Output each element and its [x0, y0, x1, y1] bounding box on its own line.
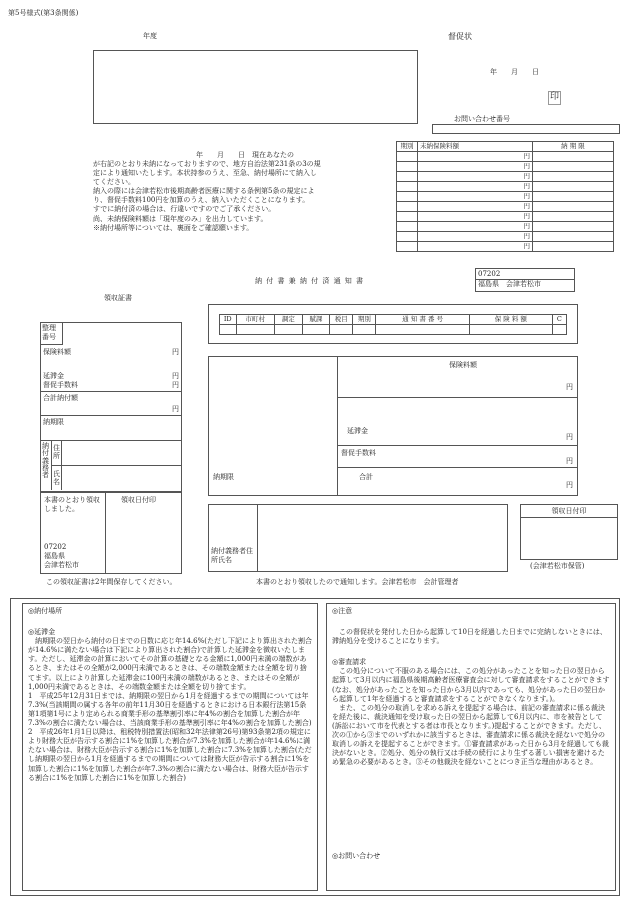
- period-cell: [397, 232, 418, 242]
- notice-line: てください。: [93, 178, 135, 187]
- notice-line: り、督促手数料100円を加算のうえ、納入いただくことになります。: [93, 196, 310, 205]
- payer-info-box: [208, 504, 508, 572]
- receipt-statement: 本書のとおり領収しました。: [44, 496, 100, 514]
- receipt-dun-fee-label: 督促手数料: [43, 381, 78, 389]
- due-date-cell: [533, 232, 614, 242]
- notice-line: 納入の際には会津若松市後期高齢者医療に関する条例第5条の規定によ: [93, 187, 315, 196]
- unpaid-amount-cell: 円: [418, 172, 533, 182]
- unpaid-row: [397, 232, 614, 242]
- unpaid-amount-cell: 円: [418, 182, 533, 192]
- mid-premium-label: 保険料額: [449, 361, 477, 369]
- period-cell: [397, 222, 418, 232]
- fiscal-year-label: 年度: [143, 32, 157, 40]
- col-unpaid-amount: 未納保険料額: [418, 142, 533, 152]
- col-municipality: 市町村: [236, 315, 275, 325]
- receipt-pref: 福島県: [44, 552, 65, 560]
- col-period: 期別: [397, 142, 418, 152]
- col-assessment: 調定: [275, 315, 303, 325]
- receipt-postal: 07202: [44, 543, 67, 551]
- payment-place-heading: ◎納付場所: [28, 607, 63, 615]
- period-cell: [397, 202, 418, 212]
- receipt-form: [40, 322, 182, 492]
- col-period: 期別: [353, 315, 376, 325]
- unpaid-amount-cell: 円: [418, 212, 533, 222]
- address-window: [93, 50, 418, 124]
- city-retention-note: (会津若松市保管): [530, 562, 585, 570]
- col-id: ID: [220, 315, 237, 325]
- yen-unit: 円: [172, 405, 179, 413]
- unpaid-row: [397, 182, 614, 192]
- receipt-city: 会津若松市: [44, 561, 79, 569]
- unpaid-row: [397, 222, 614, 232]
- late-fee-item-2: 2 平成26年1月1日以降は、租税特別措置法(昭和32年法律第26号)第93条第2項の規定により財務大臣が告示する割合に1%を加算した割合が7.3%を加算した割合が年14.6%に満たない場合は、財務大臣が告示する割合に1%を加算した割合に7.3%を加算した割合(ただし納期限の翌日から1月を経過するまでの期間については財務大臣が告示する割合に1%を加算した割合に1%を加算した割合が年7.3%の割合に満たない場合は、財務大臣が告示する割合に1%を加算した割合に1%を加算した割合): [28, 728, 312, 782]
- col-premium: 保 険 料 額: [470, 315, 553, 325]
- payment-notice-address-box: [475, 268, 575, 292]
- col-tax-item: 税目: [330, 315, 353, 325]
- receipt-deadline-label: 納期限: [43, 418, 64, 426]
- col-due-date: 納 期 限: [533, 142, 614, 152]
- period-cell: [397, 172, 418, 182]
- late-fee-heading: ◎延滞金: [28, 628, 56, 637]
- due-date-cell: [533, 182, 614, 192]
- receipt-late-fee-label: 延滞金: [43, 372, 64, 380]
- payer-name-label: 氏名: [53, 470, 60, 486]
- unpaid-amount-cell: 円: [418, 152, 533, 162]
- mid-footer-note: 本書のとおり領収したので通知します。会津若松市 会計管理者: [256, 578, 459, 586]
- due-date-cell: [533, 172, 614, 182]
- collection-stamp-box: [520, 504, 618, 560]
- mid-late-fee-label: 延滞金: [347, 427, 368, 435]
- tokusokujo-title: 督促状: [448, 32, 472, 41]
- notice-line: が右記のとおり未納になっておりますので、地方自治法第231条の3の規: [93, 160, 321, 168]
- mid-total-label: 合計: [359, 473, 373, 481]
- period-cell: [397, 152, 418, 162]
- notes-panel: [326, 603, 616, 891]
- late-fee-text: 納期限の翌日から納付の日までの日数に応じ年14.6%(ただし下記により算出された割合が14.6%に満たない場合は下記により算出された割合)で計算した延滞金を徴収いたします。ただし、延滞金の計算においてその計算の基礎となる金額に1,000円未満の端数があるとき、またはその全額が2,000円未満であるときは、その端数金額または全額を切り捨てます。以上により計算した延滞金に100円未満の端数があるとき、またはその全額が1,000円未満であるときは、その端数金額または全額を切り捨てます。: [28, 637, 312, 691]
- seiri-number-label: 整理番号: [41, 323, 63, 345]
- col-check: C: [552, 315, 566, 325]
- issuer-address: 福島県 会津若松市: [476, 279, 574, 289]
- receipt-premium-label: 保険料額: [43, 348, 71, 356]
- payer-label: 納付義務者: [42, 442, 49, 480]
- notice-code-panel: [208, 304, 578, 344]
- appeal-text-2: また、この処分の取消しを求める訴えを提起する場合は、前記の審査請求に係る裁決を経た後に、裁決通知を受け取った日の翌日から起算して6月以内に、市を被告として(訴訟において市を代表とする者は市長となります。)提起することができます。ただし、次の①から③までのいずれかに該当するときは、審査請求に係る裁決を経ないで処分の取消しの訴えを提起することができます。①審査請求があった日から3月を経過しても裁決がないとき。②処分、処分の執行又は手続の続行により生ずる著しい損害を避けるため緊急の必要があるとき。③その他裁決を経ないことにつき正当な理由があるとき。: [332, 703, 609, 767]
- yen-unit: 円: [172, 348, 179, 356]
- contact-number-label: お問い合わせ番号: [454, 115, 510, 123]
- notice-body: [93, 160, 373, 233]
- notes-heading: ◎注意: [332, 607, 353, 615]
- unpaid-row: [397, 192, 614, 202]
- period-cell: [397, 212, 418, 222]
- yen-unit: 円: [172, 381, 179, 389]
- yen-unit: 円: [172, 372, 179, 380]
- col-notice-number: 通 知 書 番 号: [376, 315, 470, 325]
- mid-deadline-label: 納期限: [213, 473, 234, 481]
- unpaid-premium-table: [396, 141, 614, 252]
- mayor-seal-icon: 印: [548, 91, 561, 105]
- unpaid-row: [397, 172, 614, 182]
- yen-unit: 円: [566, 481, 573, 489]
- period-cell: [397, 242, 418, 252]
- due-date-cell: [533, 222, 614, 232]
- form-number-label: 第5号様式(第3条関係): [8, 9, 79, 17]
- yen-unit: 円: [566, 433, 573, 441]
- period-cell: [397, 162, 418, 172]
- receipt-title: 領収証書: [104, 294, 132, 302]
- unpaid-row: [397, 202, 614, 212]
- appeal-text-1: この処分について不服のある場合には、この処分があったことを知った日の翌日から起算して3月以内に福島県後期高齢者医療審査会に対して審査請求をすることができます(なお、処分があったことを知った日から3月以内であっても、処分があった日の翌日から起算して1年を経過すると審査請求をすることができなくなります。)。: [332, 667, 610, 703]
- issue-date: 年 月 日: [490, 68, 539, 76]
- unpaid-amount-cell: 円: [418, 202, 533, 212]
- unpaid-row: [397, 212, 614, 222]
- unpaid-amount-cell: 円: [418, 162, 533, 172]
- period-cell: [397, 192, 418, 202]
- receipt-stamp-label: 領収日付印: [121, 496, 156, 504]
- period-cell: [397, 182, 418, 192]
- due-date-cell: [533, 242, 614, 252]
- receipt-total-label: 合計納付額: [43, 394, 78, 402]
- appeal-heading: ◎審査請求: [332, 658, 367, 667]
- notes-text: この督促状を発付した日から起算して10日を経過した日までに完納しないときには、滞納処分を受けることになります。: [332, 628, 607, 646]
- payment-place-panel: [22, 603, 318, 891]
- late-fee-item-1: 1 平成25年12月31日までは、納期限の翌日から1月を経過するまでの期間については年7.3%(当該期間の属する各年の前年11月30日を経過するときにおける日本銀行法第15条第1項第1号により定められる商業手形の基準割引率に年4%の割合を加算した割合が年7.3%の割合に満たない場合は、当該商業手形の基準割引率に年4%の割合を加算した割合): [28, 691, 312, 728]
- unpaid-row: [397, 242, 614, 252]
- notice-line: 定により通知いたします。本状持参のうえ、至急、納付場所にて納入し: [93, 169, 317, 178]
- due-date-cell: [533, 152, 614, 162]
- unpaid-row: [397, 162, 614, 172]
- contact-number-field: [432, 124, 620, 134]
- unpaid-amount-cell: 円: [418, 232, 533, 242]
- unpaid-amount-cell: 円: [418, 242, 533, 252]
- collection-stamp-label: 領収日付印: [521, 507, 617, 518]
- notice-line: ※納付場所等については、裏面をご確認願います。: [93, 223, 254, 232]
- due-date-cell: [533, 202, 614, 212]
- notice-code-table: [219, 314, 567, 335]
- contact-heading: ◎お問い合わせ: [332, 852, 381, 860]
- due-date-cell: [533, 192, 614, 202]
- payer-address-label: 住所: [53, 444, 60, 460]
- unpaid-amount-cell: 円: [418, 192, 533, 202]
- mid-payer-label: 納付義務者住所氏名: [211, 547, 253, 565]
- postal-code: 07202: [478, 270, 501, 278]
- yen-unit: 円: [566, 383, 573, 391]
- col-levy: 賦課: [302, 315, 330, 325]
- notice-line: 尚、未納保険料額は「現年度のみ」を出力しています。: [93, 214, 268, 223]
- unpaid-amount-cell: 円: [418, 222, 533, 232]
- unpaid-row: [397, 152, 614, 162]
- receipt-footer-note: この領収証書は2年間保存してください。: [46, 578, 177, 586]
- notice-date-line: 年 月 日 現在あなたの: [196, 151, 294, 159]
- yen-unit: 円: [566, 457, 573, 465]
- due-date-cell: [533, 212, 614, 222]
- notice-line: すでに納付済の場合は、行違いですのでご了承ください。: [93, 205, 276, 214]
- payment-notice-title: 納 付 書 兼 納 付 済 通 知 書: [255, 277, 365, 285]
- receipt-stamp-area: [40, 492, 182, 574]
- payment-detail-form: [208, 356, 578, 496]
- due-date-cell: [533, 162, 614, 172]
- mid-dun-fee-label: 督促手数料: [341, 449, 376, 457]
